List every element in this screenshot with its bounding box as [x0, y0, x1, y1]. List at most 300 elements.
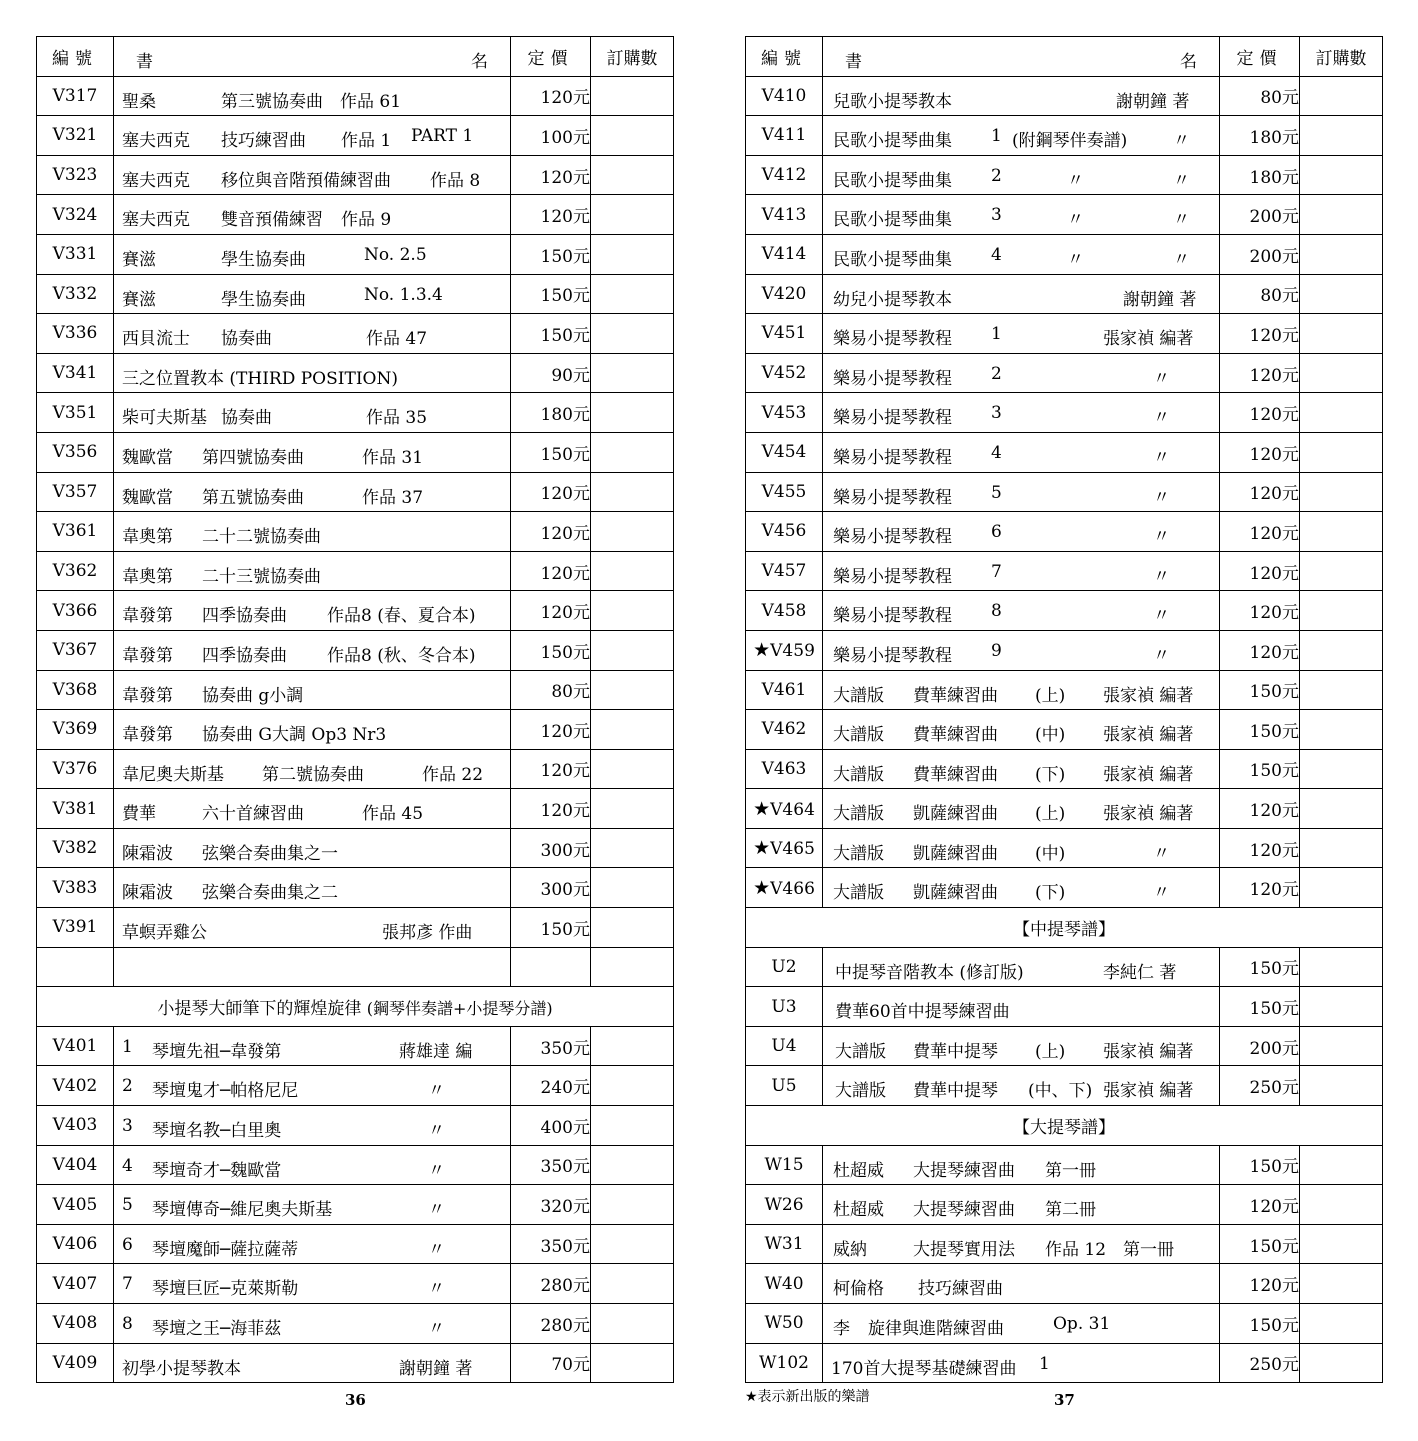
item-title-segment: 塞夫西克 — [122, 210, 190, 231]
item-title-cell — [114, 274, 511, 314]
item-code-cell — [37, 749, 114, 789]
item-title-cell — [823, 1304, 1220, 1344]
item-price: 120元 — [511, 512, 591, 552]
order-qty-cell[interactable] — [591, 1343, 674, 1383]
table-row — [37, 274, 674, 314]
item-price: 180元 — [511, 393, 591, 433]
item-price: 150元 — [511, 432, 591, 472]
item-code-cell — [37, 432, 114, 472]
item-code-cell — [37, 116, 114, 156]
order-qty-cell[interactable] — [591, 789, 674, 829]
item-title-segment: (中) — [1035, 725, 1066, 746]
item-title-segment: 5 — [122, 1195, 133, 1216]
item-title-segment: 移位與音階預備練習曲 — [221, 170, 391, 191]
item-code-cell — [746, 987, 823, 1027]
order-qty-cell[interactable] — [591, 670, 674, 710]
table-row — [37, 1106, 674, 1146]
order-qty-cell[interactable] — [1300, 670, 1383, 710]
item-title-segment: 作品 12 — [1045, 1239, 1107, 1260]
item-title-segment: 作品8 (春、夏合本) — [327, 606, 476, 627]
item-title-segment: 作品 31 — [362, 447, 424, 468]
blank-cell — [37, 947, 114, 987]
item-price: 120元 — [1220, 591, 1300, 631]
item-price: 100元 — [511, 116, 591, 156]
item-title-segment: 大譜版 — [833, 883, 884, 904]
order-qty-cell[interactable] — [591, 1304, 674, 1344]
item-price: 200元 — [1220, 195, 1300, 235]
table-row — [746, 393, 1383, 433]
item-title-segment: 〃 — [1173, 170, 1190, 191]
order-qty-cell[interactable] — [1300, 987, 1383, 1027]
item-title-segment: 作品 47 — [366, 329, 428, 350]
item-title-segment: 1 — [991, 324, 1002, 345]
order-qty-cell[interactable] — [591, 472, 674, 512]
order-qty-cell[interactable] — [591, 432, 674, 472]
item-title-cell — [114, 868, 511, 908]
table-row — [746, 591, 1383, 631]
item-price: 80元 — [511, 670, 591, 710]
item-title-cell — [823, 591, 1220, 631]
item-code: W31 — [764, 1234, 804, 1255]
order-qty-cell[interactable] — [591, 155, 674, 195]
item-title-segment: 張家禎 編著 — [1103, 764, 1194, 785]
item-price: 120元 — [511, 195, 591, 235]
table-row — [37, 551, 674, 591]
item-code: W50 — [764, 1313, 804, 1334]
table-row — [746, 195, 1383, 235]
item-title-cell — [823, 195, 1220, 235]
item-title-cell — [823, 749, 1220, 789]
item-price: 150元 — [511, 630, 591, 670]
item-title-segment: 杜超威 — [833, 1160, 884, 1181]
item-code-cell — [37, 314, 114, 354]
table-row — [37, 116, 674, 156]
order-qty-cell[interactable] — [1300, 155, 1383, 195]
item-title-cell — [823, 116, 1220, 156]
item-title-segment: 賽滋 — [122, 289, 156, 310]
item-title-cell — [114, 551, 511, 591]
item-title-cell — [823, 1343, 1220, 1383]
item-title-segment: 六十首練習曲 — [202, 804, 304, 825]
item-code-cell — [37, 670, 114, 710]
item-title-segment: (下) — [1035, 883, 1066, 904]
order-qty-cell[interactable] — [591, 1224, 674, 1264]
item-code-cell — [746, 551, 823, 591]
order-qty-cell[interactable] — [1300, 947, 1383, 987]
item-title-segment: 四季協奏曲 — [202, 645, 287, 666]
new-release-star-icon: ★ — [753, 797, 771, 820]
item-code: V462 — [761, 719, 807, 740]
item-code: V402 — [52, 1075, 98, 1096]
item-code: V459 — [770, 641, 815, 662]
table-row — [746, 789, 1383, 829]
item-code-cell — [746, 1264, 823, 1304]
order-qty-cell[interactable] — [1300, 116, 1383, 156]
order-qty-cell[interactable] — [591, 828, 674, 868]
item-code-cell — [746, 749, 823, 789]
item-title-segment: 〃 — [1153, 368, 1170, 389]
item-title-segment: 2 — [122, 1076, 133, 1097]
section-row — [37, 987, 674, 1027]
catalog-table-right — [745, 36, 1383, 1383]
footnote-new-release: ★表示新出版的樂譜 — [745, 1389, 870, 1405]
item-title-segment: 柯倫格 — [833, 1279, 884, 1300]
item-title-segment: 魏歐當 — [122, 447, 173, 468]
header-title — [823, 37, 1220, 77]
item-price: 120元 — [511, 789, 591, 829]
order-qty-cell[interactable] — [1300, 472, 1383, 512]
item-code: W102 — [759, 1352, 809, 1373]
item-title-segment: 4 — [122, 1155, 133, 1176]
item-title-segment: 大譜版 — [833, 685, 884, 706]
item-title-cell — [823, 947, 1220, 987]
item-price: 120元 — [1220, 1185, 1300, 1225]
item-title-segment: 〃 — [428, 1239, 445, 1260]
table-row — [746, 314, 1383, 354]
table-row — [746, 1185, 1383, 1225]
item-title-segment: 大譜版 — [833, 843, 884, 864]
item-title-segment: 兒歌小提琴教本 — [833, 91, 952, 112]
order-qty-cell[interactable] — [591, 710, 674, 750]
table-row — [746, 1026, 1383, 1066]
item-title-segment: 作品8 (秋、冬合本) — [327, 645, 476, 666]
item-code-cell — [746, 1145, 823, 1185]
item-title-cell — [823, 432, 1220, 472]
table-row — [746, 828, 1383, 868]
item-title-segment: 第五號協奏曲 — [202, 487, 304, 508]
item-title-segment: Op. 31 — [1053, 1314, 1111, 1334]
order-qty-cell[interactable] — [1300, 234, 1383, 274]
item-title-segment: 謝朝鐘 著 — [1123, 289, 1197, 310]
header-title-left: 書 — [136, 52, 153, 72]
item-title-segment: 塞夫西克 — [122, 131, 190, 152]
item-title-segment: 作品 22 — [422, 764, 484, 785]
table-row — [37, 1224, 674, 1264]
item-title-segment: 二十三號協奏曲 — [202, 566, 321, 587]
item-code-cell — [37, 353, 114, 393]
item-title-segment: 技巧練習曲 — [918, 1279, 1003, 1300]
order-qty-cell[interactable] — [591, 1264, 674, 1304]
item-price: 150元 — [1220, 1304, 1300, 1344]
order-qty-cell[interactable] — [591, 868, 674, 908]
item-title-cell — [823, 670, 1220, 710]
table-row — [746, 710, 1383, 750]
order-qty-cell[interactable] — [591, 749, 674, 789]
item-title-segment: 樂易小提琴教程 — [833, 368, 952, 389]
order-qty-cell[interactable] — [1300, 76, 1383, 116]
item-title-segment: 韋奧第 — [122, 527, 173, 548]
item-price: 120元 — [511, 591, 591, 631]
new-release-star-icon: ★ — [753, 876, 771, 899]
item-code-cell — [37, 1145, 114, 1185]
order-qty-cell[interactable] — [1300, 630, 1383, 670]
item-code: V376 — [52, 758, 98, 779]
item-title-segment: 〃 — [428, 1160, 445, 1181]
item-price: 120元 — [511, 155, 591, 195]
item-code: V404 — [52, 1154, 98, 1175]
item-title-segment: 2 — [991, 363, 1002, 384]
catalog-table-left — [36, 36, 674, 1383]
item-title-segment: 8 — [991, 601, 1002, 622]
order-qty-cell[interactable] — [1300, 274, 1383, 314]
item-price: 350元 — [511, 1145, 591, 1185]
order-qty-cell[interactable] — [591, 353, 674, 393]
table-row — [37, 432, 674, 472]
order-qty-cell[interactable] — [1300, 591, 1383, 631]
item-title-cell — [114, 314, 511, 354]
table-row — [746, 155, 1383, 195]
order-qty-cell[interactable] — [591, 630, 674, 670]
order-qty-cell[interactable] — [1300, 1224, 1383, 1264]
item-title-segment: 〃 — [1067, 210, 1084, 231]
item-title-segment: 謝朝鐘 著 — [1116, 91, 1190, 112]
item-title-segment: 大譜版 — [833, 764, 884, 785]
item-title-segment: 〃 — [1153, 408, 1170, 429]
item-code: V356 — [52, 442, 98, 463]
order-qty-cell[interactable] — [1300, 195, 1383, 235]
item-title-segment: 4 — [991, 442, 1002, 463]
item-title-cell — [114, 630, 511, 670]
item-title-segment: 西貝流士 — [122, 329, 190, 350]
order-qty-cell[interactable] — [591, 195, 674, 235]
item-title-segment: 1 — [122, 1036, 133, 1057]
item-code-cell — [746, 234, 823, 274]
table-row — [37, 1264, 674, 1304]
order-qty-cell[interactable] — [1300, 314, 1383, 354]
table-row — [746, 432, 1383, 472]
item-title-cell — [823, 234, 1220, 274]
item-code-cell — [37, 512, 114, 552]
item-title-segment: 張家禎 編著 — [1103, 1041, 1194, 1062]
item-code: V453 — [761, 402, 807, 423]
table-row — [746, 1145, 1383, 1185]
item-title-segment: 協奏曲 — [221, 408, 272, 429]
order-qty-cell[interactable] — [591, 274, 674, 314]
item-title-cell — [114, 710, 511, 750]
item-price: 320元 — [511, 1185, 591, 1225]
item-title-segment: 〃 — [1153, 447, 1170, 468]
order-qty-cell[interactable] — [591, 1066, 674, 1106]
order-qty-cell[interactable] — [591, 314, 674, 354]
item-code: V454 — [761, 442, 807, 463]
item-title-segment: 杜超威 — [833, 1200, 884, 1221]
item-code-cell — [37, 1224, 114, 1264]
item-title-cell — [114, 195, 511, 235]
item-title-segment: 〃 — [1173, 210, 1190, 231]
item-code-cell — [37, 1106, 114, 1146]
header-code: 編號 — [746, 37, 823, 77]
table-row — [37, 630, 674, 670]
item-title-segment: 蔣雄達 編 — [399, 1041, 473, 1062]
item-title-segment: 凱薩練習曲 — [913, 804, 998, 825]
header-title — [114, 37, 511, 77]
item-code: V382 — [52, 838, 98, 859]
item-title-segment: 1 — [1039, 1353, 1050, 1374]
item-title-segment: 第四號協奏曲 — [202, 447, 304, 468]
item-price: 300元 — [511, 868, 591, 908]
item-code-cell — [37, 1343, 114, 1383]
order-qty-cell[interactable] — [591, 393, 674, 433]
order-qty-cell[interactable] — [1300, 1145, 1383, 1185]
order-qty-cell[interactable] — [1300, 828, 1383, 868]
order-qty-cell[interactable] — [591, 551, 674, 591]
order-qty-cell[interactable] — [1300, 1066, 1383, 1106]
item-title-segment: (上) — [1035, 1041, 1066, 1062]
order-qty-cell[interactable] — [591, 116, 674, 156]
item-code: V405 — [52, 1194, 98, 1215]
item-title-cell — [114, 512, 511, 552]
order-qty-cell[interactable] — [591, 1185, 674, 1225]
table-row — [37, 353, 674, 393]
item-title-segment: 費華中提琴 — [913, 1081, 998, 1102]
item-price: 280元 — [511, 1264, 591, 1304]
item-code: V420 — [761, 283, 807, 304]
item-title-segment: 5 — [991, 482, 1002, 503]
order-qty-cell[interactable] — [591, 908, 674, 948]
item-price: 180元 — [1220, 155, 1300, 195]
item-code: W26 — [764, 1194, 804, 1215]
item-title-segment: 第二號協奏曲 — [262, 764, 364, 785]
order-qty-cell[interactable] — [1300, 789, 1383, 829]
order-qty-cell[interactable] — [1300, 512, 1383, 552]
item-title-segment: 第一冊 — [1123, 1239, 1174, 1260]
order-qty-cell[interactable] — [591, 76, 674, 116]
table-row — [37, 195, 674, 235]
table-row — [746, 1304, 1383, 1344]
item-title-segment: 〃 — [1153, 527, 1170, 548]
item-title-segment: 樂易小提琴教程 — [833, 606, 952, 627]
item-title-segment: 樂易小提琴教程 — [833, 566, 952, 587]
order-qty-cell[interactable] — [591, 1106, 674, 1146]
item-title-segment: 作品 45 — [362, 804, 424, 825]
order-qty-cell[interactable] — [591, 1026, 674, 1066]
item-code: V361 — [52, 521, 98, 542]
item-code-cell — [746, 1066, 823, 1106]
table-row — [37, 828, 674, 868]
order-qty-cell[interactable] — [1300, 868, 1383, 908]
item-code-cell — [37, 1264, 114, 1304]
item-code-cell — [746, 274, 823, 314]
order-qty-cell[interactable] — [1300, 710, 1383, 750]
item-code-cell — [37, 551, 114, 591]
item-price: 350元 — [511, 1026, 591, 1066]
table-row — [37, 472, 674, 512]
item-code-cell — [746, 1343, 823, 1383]
item-title-segment: 3 — [991, 205, 1002, 226]
order-qty-cell[interactable] — [1300, 353, 1383, 393]
item-price: 150元 — [1220, 1145, 1300, 1185]
item-code-cell — [746, 789, 823, 829]
item-code: W40 — [764, 1273, 804, 1294]
blank-cell — [114, 947, 511, 987]
item-price: 80元 — [1220, 274, 1300, 314]
item-title-segment: 學生協奏曲 — [221, 249, 306, 270]
order-qty-cell[interactable] — [1300, 1343, 1383, 1383]
item-code: V341 — [52, 363, 98, 384]
item-title-cell — [114, 116, 511, 156]
item-code: V368 — [52, 679, 98, 700]
item-price: 120元 — [1220, 551, 1300, 591]
item-price: 120元 — [511, 749, 591, 789]
item-code-cell — [746, 868, 823, 908]
order-qty-cell[interactable] — [1300, 1026, 1383, 1066]
item-title-segment: 170首大提琴基礎練習曲 — [831, 1358, 1017, 1379]
item-price: 200元 — [1220, 1026, 1300, 1066]
item-title-cell — [823, 551, 1220, 591]
item-title-cell — [823, 472, 1220, 512]
table-row — [37, 314, 674, 354]
item-price: 120元 — [1220, 630, 1300, 670]
order-qty-cell[interactable] — [591, 234, 674, 274]
order-qty-cell[interactable] — [1300, 432, 1383, 472]
item-title-segment: 費華練習曲 — [913, 725, 998, 746]
order-qty-cell[interactable] — [1300, 1185, 1383, 1225]
item-code: V366 — [52, 600, 98, 621]
item-title-segment: 韋奧第 — [122, 566, 173, 587]
item-code: V465 — [770, 839, 815, 860]
item-title-segment: 陳霜波 — [122, 883, 173, 904]
item-code: V466 — [770, 878, 815, 899]
order-qty-cell[interactable] — [1300, 1304, 1383, 1344]
item-title-segment: 韋尼奧夫斯基 — [122, 764, 224, 785]
item-title-segment: 謝朝鐘 著 — [399, 1358, 473, 1379]
item-code: U4 — [771, 1036, 797, 1057]
order-qty-cell[interactable] — [591, 1145, 674, 1185]
table-row — [37, 749, 674, 789]
item-title-segment: No. 2.5 — [364, 244, 427, 265]
item-title-segment: 柴可夫斯基 — [122, 408, 207, 429]
item-title-segment: 旋律與進階練習曲 — [868, 1319, 1004, 1339]
order-qty-cell[interactable] — [1300, 551, 1383, 591]
item-title-cell — [114, 789, 511, 829]
item-title-segment: 韋發第 — [122, 606, 173, 627]
table-row — [746, 116, 1383, 156]
item-code-cell — [746, 828, 823, 868]
item-title-segment: 琴壇奇才─魏歐當 — [152, 1160, 282, 1181]
order-qty-cell[interactable] — [591, 512, 674, 552]
item-title-segment: 琴壇先祖─韋發第 — [152, 1041, 282, 1062]
order-qty-cell[interactable] — [1300, 749, 1383, 789]
item-code: V317 — [52, 85, 98, 106]
item-title-segment: 作品 61 — [340, 91, 402, 112]
order-qty-cell[interactable] — [1300, 1264, 1383, 1304]
item-title-segment: 樂易小提琴教程 — [833, 329, 952, 350]
table-row — [37, 789, 674, 829]
item-code-cell — [37, 868, 114, 908]
item-code: V458 — [761, 600, 807, 621]
item-code-cell — [37, 591, 114, 631]
header-row — [746, 37, 1383, 77]
order-qty-cell[interactable] — [1300, 393, 1383, 433]
item-code: V403 — [52, 1115, 98, 1136]
item-price: 120元 — [1220, 828, 1300, 868]
page-number-left: 36 — [345, 1391, 366, 1409]
item-title-segment: 6 — [122, 1234, 133, 1255]
item-price: 120元 — [511, 76, 591, 116]
item-title-segment: 陳霜波 — [122, 843, 173, 864]
item-title-cell — [114, 1145, 511, 1185]
item-title-cell — [114, 670, 511, 710]
item-title-segment: 第二冊 — [1045, 1200, 1096, 1221]
table-row — [37, 591, 674, 631]
item-title-segment: 學生協奏曲 — [221, 289, 306, 310]
section-row — [746, 908, 1383, 948]
item-code: U2 — [771, 956, 797, 977]
header-title-right: 名 — [471, 52, 488, 72]
item-title-segment: 6 — [991, 522, 1002, 543]
order-qty-cell[interactable] — [591, 591, 674, 631]
item-price: 150元 — [1220, 1224, 1300, 1264]
